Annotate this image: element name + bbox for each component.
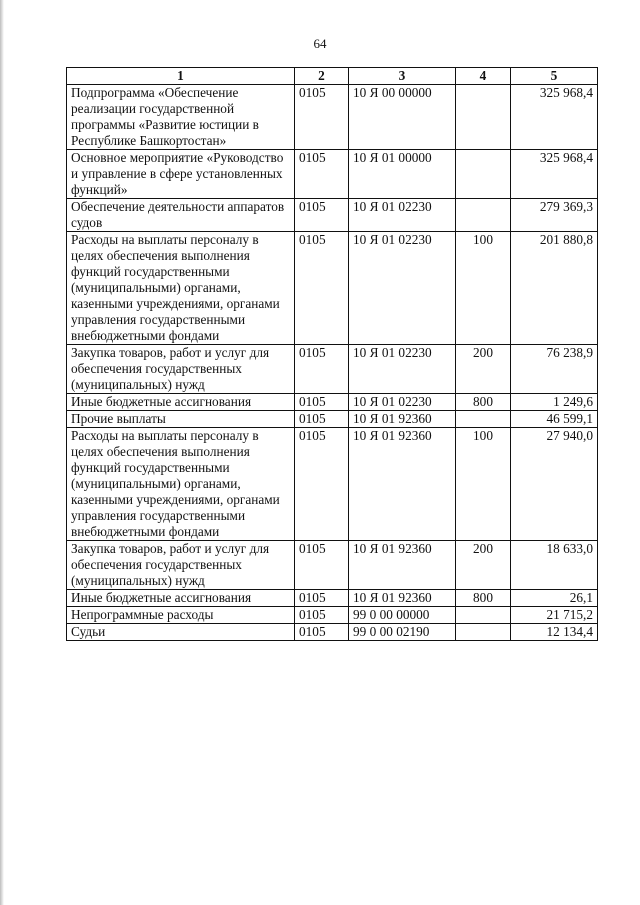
row-expense-type bbox=[456, 150, 511, 199]
row-target-code: 10 Я 01 92360 bbox=[349, 541, 456, 590]
table-row bbox=[67, 624, 598, 641]
header-col-5: 5 bbox=[511, 68, 598, 85]
row-name: Прочие выплаты bbox=[67, 411, 295, 428]
row-expense-type bbox=[456, 607, 511, 624]
page-number: 64 bbox=[313, 36, 327, 51]
row-amount: 201 880,8 bbox=[511, 232, 598, 345]
header-col-3: 3 bbox=[349, 68, 456, 85]
row-expense-type: 200 bbox=[456, 345, 511, 394]
table-row bbox=[67, 411, 598, 428]
row-name: Иные бюджетные ассигнования bbox=[67, 394, 295, 411]
row-target-code: 10 Я 01 02230 bbox=[349, 345, 456, 394]
row-name: Расходы на выплаты персоналу в целях обеспечения выполнения функций государственными (муниципальными) органами, казенными учреждениями, органами управления государственными внебюджетными фондами bbox=[67, 428, 295, 541]
row-expense-type: 100 bbox=[456, 428, 511, 541]
row-target-code: 99 0 00 02190 bbox=[349, 624, 456, 641]
row-expense-type: 800 bbox=[456, 394, 511, 411]
row-name: Основное мероприятие «Руководство и управление в сфере установленных функций» bbox=[67, 150, 295, 199]
row-target-code: 10 Я 00 00000 bbox=[349, 85, 456, 150]
row-section: 0105 bbox=[295, 607, 349, 624]
row-name: Расходы на выплаты персоналу в целях обеспечения выполнения функций государственными (муниципальными) органами, казенными учреждениями, органами управления государственными внебюджетными фондами bbox=[67, 232, 295, 345]
row-amount: 26,1 bbox=[511, 590, 598, 607]
row-name: Подпрограмма «Обеспечение реализации государственной программы «Развитие юстиции в Республике Башкортостан» bbox=[67, 85, 295, 150]
row-target-code: 10 Я 01 92360 bbox=[349, 428, 456, 541]
row-amount: 325 968,4 bbox=[511, 150, 598, 199]
header-col-4: 4 bbox=[456, 68, 511, 85]
table-row bbox=[67, 232, 598, 345]
row-amount: 27 940,0 bbox=[511, 428, 598, 541]
table-row bbox=[67, 541, 598, 590]
table-row bbox=[67, 199, 598, 232]
row-expense-type bbox=[456, 411, 511, 428]
row-expense-type: 200 bbox=[456, 541, 511, 590]
table-header-row bbox=[67, 68, 598, 85]
row-amount: 46 599,1 bbox=[511, 411, 598, 428]
row-target-code: 10 Я 01 92360 bbox=[349, 590, 456, 607]
table-row bbox=[67, 394, 598, 411]
row-amount: 1 249,6 bbox=[511, 394, 598, 411]
table-row bbox=[67, 607, 598, 624]
row-name: Непрограммные расходы bbox=[67, 607, 295, 624]
header-col-1: 1 bbox=[67, 68, 295, 85]
row-amount: 21 715,2 bbox=[511, 607, 598, 624]
scan-edge-shadow bbox=[0, 0, 4, 905]
row-expense-type: 800 bbox=[456, 590, 511, 607]
row-target-code: 10 Я 01 02230 bbox=[349, 394, 456, 411]
table-row bbox=[67, 428, 598, 541]
row-expense-type bbox=[456, 624, 511, 641]
row-target-code: 10 Я 01 02230 bbox=[349, 199, 456, 232]
header-col-2: 2 bbox=[295, 68, 349, 85]
row-name: Закупка товаров, работ и услуг для обеспечения государственных (муниципальных) нужд bbox=[67, 541, 295, 590]
row-name: Судьи bbox=[67, 624, 295, 641]
row-name: Иные бюджетные ассигнования bbox=[67, 590, 295, 607]
row-target-code: 10 Я 01 02230 bbox=[349, 232, 456, 345]
row-section: 0105 bbox=[295, 150, 349, 199]
row-section: 0105 bbox=[295, 85, 349, 150]
row-section: 0105 bbox=[295, 624, 349, 641]
row-amount: 325 968,4 bbox=[511, 85, 598, 150]
table-row bbox=[67, 345, 598, 394]
row-expense-type: 100 bbox=[456, 232, 511, 345]
row-section: 0105 bbox=[295, 199, 349, 232]
row-expense-type bbox=[456, 199, 511, 232]
row-amount: 76 238,9 bbox=[511, 345, 598, 394]
budget-table bbox=[66, 67, 598, 641]
row-section: 0105 bbox=[295, 232, 349, 345]
row-section: 0105 bbox=[295, 541, 349, 590]
row-section: 0105 bbox=[295, 394, 349, 411]
row-amount: 279 369,3 bbox=[511, 199, 598, 232]
row-section: 0105 bbox=[295, 590, 349, 607]
row-target-code: 99 0 00 00000 bbox=[349, 607, 456, 624]
row-amount: 18 633,0 bbox=[511, 541, 598, 590]
row-section: 0105 bbox=[295, 411, 349, 428]
row-name: Закупка товаров, работ и услуг для обеспечения государственных (муниципальных) нужд bbox=[67, 345, 295, 394]
row-section: 0105 bbox=[295, 345, 349, 394]
row-section: 0105 bbox=[295, 428, 349, 541]
row-name: Обеспечение деятельности аппаратов судов bbox=[67, 199, 295, 232]
table-row bbox=[67, 150, 598, 199]
row-expense-type bbox=[456, 85, 511, 150]
table-row bbox=[67, 85, 598, 150]
row-amount: 12 134,4 bbox=[511, 624, 598, 641]
table-row bbox=[67, 590, 598, 607]
row-target-code: 10 Я 01 00000 bbox=[349, 150, 456, 199]
row-target-code: 10 Я 01 92360 bbox=[349, 411, 456, 428]
